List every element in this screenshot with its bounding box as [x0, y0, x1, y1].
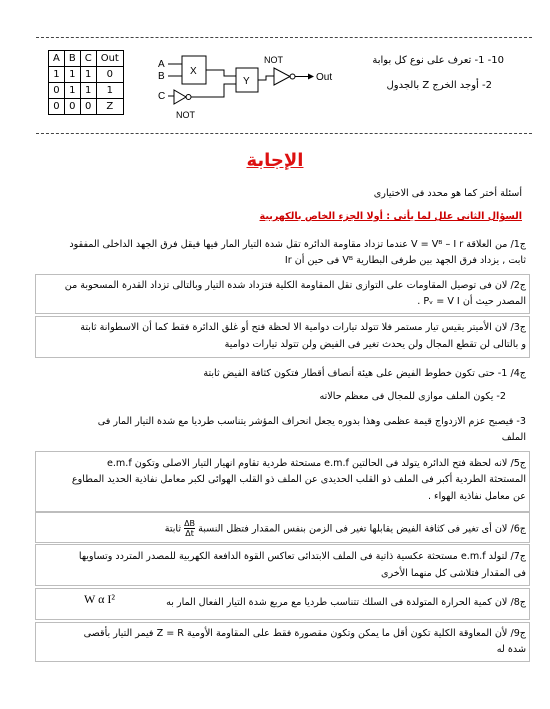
answer-8-formula: W α I² [84, 592, 115, 606]
truth-cell: 1 [80, 83, 96, 99]
answer-8-line: ج8/ لان كمية الحرارة المتولدة فى السلك تتناسب طرديا مع مربع شدة التيار الفعال المار به [166, 597, 526, 608]
not-top-label: NOT [264, 55, 283, 65]
answer-7-line-2: فى المقدار فتلاشى كل منهما الأخرى [380, 568, 526, 579]
answer-1-line-1: ج1/ من العلاقة V = Vᴮ – I r عندما تزداد مقاومة الدائرة تقل شدة التيار المار فيها فيقل فرق الجهد الداخلى المفقود [69, 239, 526, 250]
section-title: السؤال الثانى علل لما يأتى : أولا الجزء الخاص بالكهربية [259, 211, 522, 222]
out-label: Out [316, 72, 333, 83]
answer-4-line-2: 2- يكون الملف موازى للمجال فى معظم حالاته [319, 391, 506, 402]
truth-table-row [49, 83, 124, 99]
answer-6-end: ثابتة [164, 523, 181, 535]
truth-table-row [49, 99, 124, 115]
truth-cell: 1 [49, 67, 65, 83]
delta-b-over-delta-t [184, 519, 195, 538]
answer-4-line-4: الملف [501, 432, 526, 443]
truth-cell: 0 [80, 99, 96, 115]
truth-header-c: C [80, 51, 96, 67]
answer-7-line-1: ج7/ لتولد e.m.f مستحثة عكسية ذاتية فى الملف الابتدائى تعاكس القوة الدافعة الكهربية للمصدر المتردد وتساويها [78, 551, 526, 562]
truth-table-row [49, 67, 124, 83]
truth-header-a: A [49, 51, 65, 67]
bottom-not-gate [174, 90, 186, 104]
truth-table-header [49, 51, 124, 67]
answer-6-line [165, 519, 526, 538]
q10-line-1: 10- 1- تعرف على نوع كل بوابة [372, 55, 504, 66]
answer-title: الإجابة [246, 150, 304, 171]
answer-4-line-3: 3- فيصبح عزم الازدواج قيمة عظمى وهذا بدوره يجعل انحراف المؤشر يتناسب طرديا مع شدة التيار المار فى [97, 416, 526, 427]
truth-cell: 0 [49, 99, 65, 115]
truth-cell: 0 [49, 83, 65, 99]
frac-denominator: Δt [185, 529, 194, 538]
bottom-dashed-separator [36, 133, 532, 134]
input-c-label: C [158, 91, 166, 102]
gate-y-label: Y [243, 76, 250, 87]
truth-header-out: Out [96, 51, 123, 67]
answer-2-line-2: المصدر حيث أن Pᵥ = V I . [417, 296, 526, 307]
truth-cell: 0 [64, 99, 80, 115]
frac-numerator: ΔB [184, 519, 196, 528]
truth-cell: 0 [96, 67, 123, 83]
answer-5-line-2: المستحثة الطردية أكبر فى الملف ذو القلب الحديدى عن الملف ذو القلب الهوائى لكبر معامل نفاذية الحديد المطاوع [71, 474, 526, 485]
answer-2-line-1: ج2/ لان فى توصيل المقاومات على التوازى تقل المقاومة الكلية فتزداد شدة التيار وبالتالى تزداد القدرة المسحوبة من [64, 280, 526, 291]
logic-circuit-diagram [150, 48, 340, 126]
answer-6-text: ج6/ لان أى تغير فى كثافة الفيض يقابلها تغير فى الزمن بنفس المقدار فتظل النسبة [198, 523, 526, 535]
input-a-label: A [158, 59, 165, 70]
not-bottom-label: NOT [176, 110, 195, 120]
answer-3-line-1: ج3/ لان الأميتر يقيس تيار مستمر فلا تتولد تيارات دوامية الا لحظة فتح أو غلق الدائرة فقط كما أن الاسطوانة ثابتة [80, 322, 526, 333]
answer-5-line-3: عن معامل نفاذية الهواء . [427, 491, 526, 502]
answer-4-line-1: ج4/ 1- حتى تكون خطوط الفيض على هيئة أنصاف أقطار فتكون كثافة الفيض ثابتة [203, 368, 526, 379]
truth-cell: 1 [96, 83, 123, 99]
answer-9-line-1: ج9/ لأن المعاوقة الكلية تكون أقل ما يمكن وتكون مقصورة فقط على المقاومة الأومية Z = R فيمر التيار بأقصى [83, 628, 526, 639]
top-dashed-separator [36, 37, 532, 38]
truth-cell: 1 [64, 67, 80, 83]
truth-cell: 1 [80, 67, 96, 83]
intro-text: أسئلة أختر كما هو محدد فى الاختيارى [373, 188, 522, 199]
q10-line-2: 2- أوجد الخرج Z بالجدول [386, 80, 492, 91]
truth-table [48, 50, 124, 115]
gate-x-label: X [190, 66, 197, 77]
answer-5-line-1: ج5/ لانه لحظة فتح الدائرة يتولد فى الحالتين e.m.f مستحثة طردية تقاوم انهيار التيار الاصلى وتكون e.m.f [106, 458, 526, 469]
truth-cell: Z [96, 99, 123, 115]
input-b-label: B [158, 71, 165, 82]
right-not-gate [274, 68, 290, 85]
truth-cell: 1 [64, 83, 80, 99]
answer-3-line-2: و بالتالى لن تقطع المجال ولن يحدث تغير فى الفيض ولن تتولد تيارات دوامية [224, 339, 526, 350]
answer-1-line-2: Ir فى حين أن Vᴮ ثابت , يزداد فرق الجهد بين طرفى البطارية [284, 255, 526, 266]
truth-header-b: B [64, 51, 80, 67]
answer-9-line-2: شدة له [496, 644, 526, 655]
